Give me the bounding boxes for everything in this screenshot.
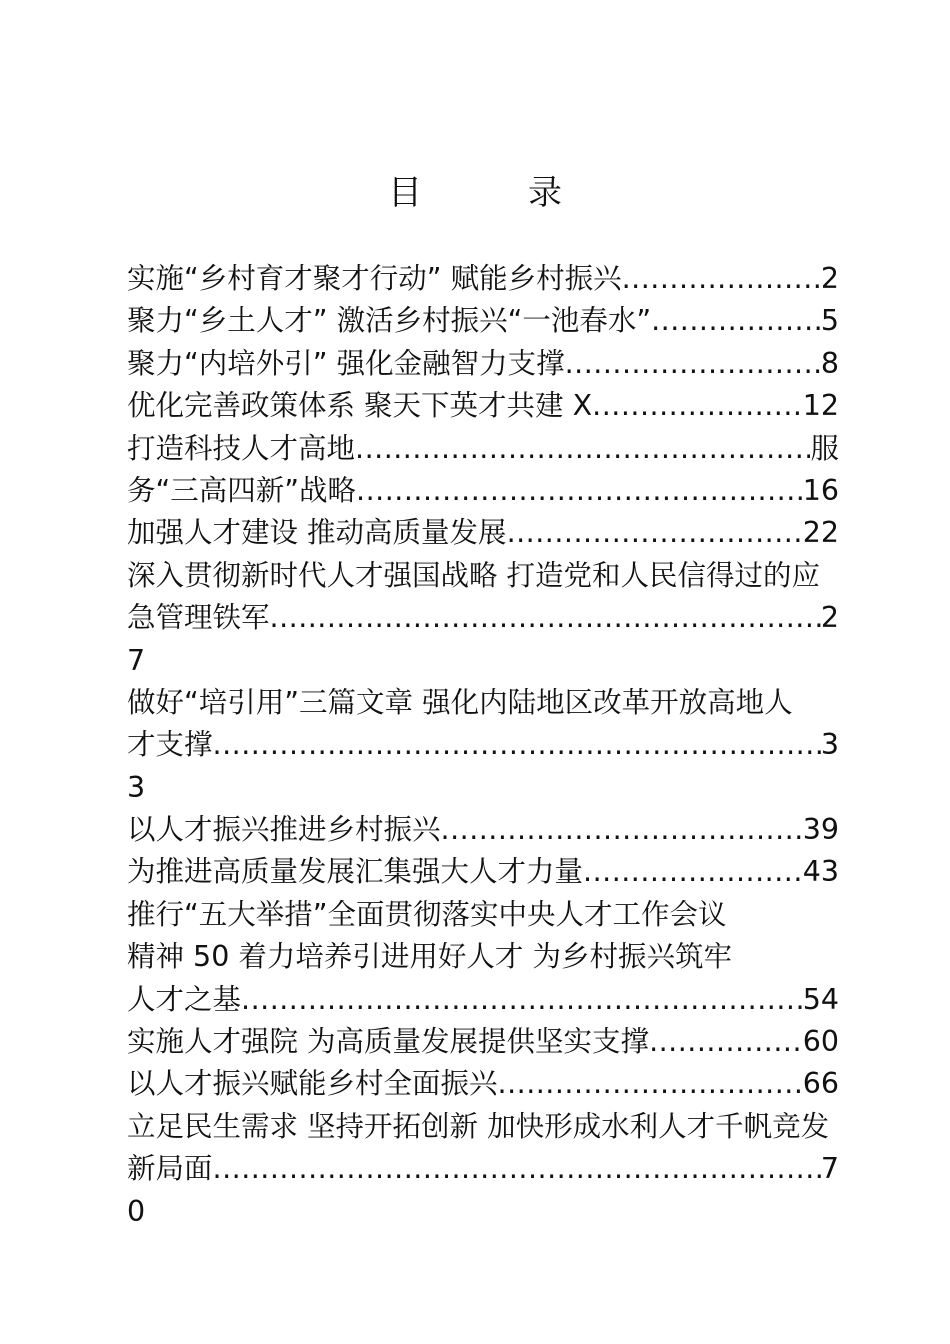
- toc-line: [127, 682, 839, 724]
- toc-page-number: 7: [820, 1152, 839, 1186]
- toc-page-number: 16: [802, 473, 839, 507]
- toc-page-number: 66: [802, 1067, 839, 1101]
- toc-line: [127, 470, 839, 512]
- toc-leader-dots: [213, 724, 821, 766]
- toc-line: [127, 428, 839, 470]
- toc-entry-text: 实施人才强院 为高质量发展提供坚实支撑: [127, 1025, 650, 1059]
- toc-line: [127, 385, 839, 427]
- toc-entry-text: 新局面: [127, 1152, 213, 1186]
- toc-entry-text: 以人才振兴赋能乡村全面振兴: [127, 1067, 498, 1101]
- toc-entry-text: 实施“乡村育才聚才行动” 赋能乡村振兴: [127, 262, 622, 295]
- toc-line: [127, 979, 839, 1021]
- toc-page-number: 22: [802, 516, 839, 550]
- toc-line: [127, 1063, 839, 1105]
- toc-leader-dots: [507, 512, 803, 554]
- page-title: 目 录: [388, 173, 598, 213]
- toc-entry-text: 人才之基: [127, 982, 242, 1016]
- toc-line: [127, 555, 839, 597]
- toc-entry-text: 务“三高四新”战略: [127, 473, 357, 507]
- toc-line: [127, 894, 839, 936]
- toc-page-number: 60: [802, 1025, 839, 1059]
- toc-line: [127, 809, 839, 851]
- toc-entry-text: 打造科技人才高地: [127, 431, 356, 465]
- toc-entry-text: 3: [127, 770, 146, 804]
- toc-line: [127, 767, 839, 809]
- toc-leader-dots: [651, 300, 821, 342]
- toc-entry-text: 深入贯彻新时代人才强国战略 打造党和人民信得过的应: [127, 558, 821, 592]
- toc-line: [127, 343, 839, 385]
- toc-page-number: 2: [820, 601, 839, 635]
- toc-leader-dots: [270, 597, 821, 639]
- toc-line: [127, 724, 839, 766]
- toc-entry-text: 聚力“内培外引” 强化金融智力支撑: [127, 346, 565, 380]
- toc-page-number: 5: [820, 304, 839, 338]
- toc-entry-text: 做好“培引用”三篇文章 强化内陆地区改革开放高地人: [127, 685, 793, 719]
- toc-line: [127, 512, 839, 554]
- toc-leader-dots: [565, 343, 821, 385]
- toc-line: [127, 1148, 839, 1190]
- toc-entry-text: 聚力“乡土人才” 激活乡村振兴“一池春水”: [127, 304, 652, 338]
- toc-leader-dots: [592, 385, 803, 427]
- toc-line: [127, 1191, 839, 1233]
- toc-line: [127, 258, 839, 300]
- toc-entry-text: 7: [127, 643, 146, 677]
- toc-leader-dots: [498, 1063, 803, 1105]
- toc-line: [127, 851, 839, 893]
- toc-entry-text: 立足民生需求 坚持开拓创新 加快形成水利人才千帆竞发: [127, 1109, 830, 1143]
- toc-leader-dots: [441, 809, 803, 851]
- toc-line: [127, 1021, 839, 1063]
- toc-leader-dots: [355, 428, 810, 470]
- toc-page-number: 12: [802, 389, 839, 423]
- toc-line: [127, 597, 839, 639]
- toc-entry-text: 加强人才建设 推动高质量发展: [127, 516, 507, 550]
- toc-entry-text: 急管理铁军: [127, 601, 270, 635]
- toc-page-number: 2: [820, 262, 839, 295]
- toc-entry-text: 为推进高质量发展汇集强大人才力量: [127, 855, 584, 889]
- toc-page-number: 8: [820, 346, 839, 380]
- toc-page-number: 39: [802, 813, 839, 847]
- toc-entry-text: 推行“五大举措”全面贯彻落实中央人才工作会议: [127, 897, 727, 931]
- toc-line: [127, 936, 839, 978]
- toc-leader-dots: [356, 470, 803, 512]
- toc-leader-dots: [213, 1148, 821, 1190]
- toc-leader-dots: [241, 979, 803, 1021]
- toc-page-number: 服: [810, 431, 839, 465]
- toc-page-number: 43: [802, 855, 839, 889]
- table-of-contents: [127, 258, 839, 1233]
- toc-leader-dots: [583, 851, 803, 893]
- toc-page-number: 3: [820, 728, 839, 762]
- toc-entry-text: 精神 50 着力培养引进用好人才 为乡村振兴筑牢: [127, 940, 732, 974]
- toc-line: [127, 1106, 839, 1148]
- toc-line: [127, 640, 839, 682]
- toc-leader-dots: [622, 258, 821, 300]
- toc-line: [127, 300, 839, 342]
- toc-leader-dots: [649, 1021, 803, 1063]
- toc-page-number: 54: [802, 982, 839, 1016]
- toc-entry-text: 才支撑: [127, 728, 213, 762]
- toc-entry-text: 优化完善政策体系 聚天下英才共建 X: [127, 389, 593, 423]
- toc-entry-text: 以人才振兴推进乡村振兴: [127, 813, 441, 847]
- toc-entry-text: 0: [127, 1194, 146, 1228]
